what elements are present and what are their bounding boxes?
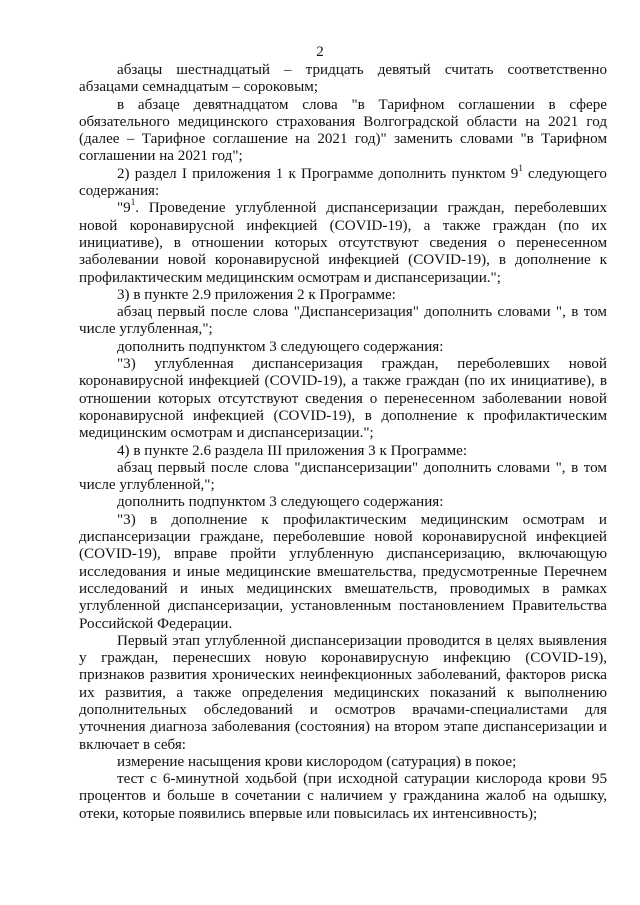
page-number: 2 bbox=[316, 44, 324, 60]
paragraph-1: абзацы шестнадцатый – тридцать девятый считать соответственно абзацами семнадцатым – сороковым; bbox=[79, 62, 607, 96]
paragraph-7: дополнить подпунктом 3 следующего содержания: bbox=[117, 338, 444, 355]
paragraph-3 bbox=[79, 162, 607, 201]
paragraph-10: абзац первый после слова "диспансеризации" дополнить словами ", в том числе углубленной,"; bbox=[79, 459, 607, 494]
paragraph-11: дополнить подпунктом 3 следующего содержания: bbox=[117, 494, 444, 511]
superscript: 1 bbox=[518, 162, 523, 173]
paragraph-8: "3) углубленная диспансеризация граждан, переболевших новой коронавирусной инфекцией (COVID-19), а также граждан (по их инициативе), в отношении которых отсутствуют сведения о перенесенном заболевании новой коронавирусной инфекцией (COVID-19), в дополнение к профилактическим медицинским осмотрам и диспансеризации."; bbox=[79, 356, 607, 442]
paragraph-4 bbox=[79, 197, 607, 286]
paragraph-3-text: 2) раздел I приложения 1 к Программе дополнить пунктом 9 bbox=[117, 165, 519, 182]
paragraph-3-text-end: следующего содержания: bbox=[79, 165, 607, 200]
superscript: 1 bbox=[130, 197, 136, 208]
paragraph-9: 4) в пункте 2.6 раздела III приложения 3 к Программе: bbox=[117, 442, 468, 459]
paragraph-4-text: "9 bbox=[117, 200, 131, 217]
paragraph-5: 3) в пункте 2.9 приложения 2 к Программе: bbox=[117, 286, 396, 303]
document-body bbox=[79, 62, 607, 823]
paragraph-12: "3) в дополнение к профилактическим медицинским осмотрам и диспансеризации граждане, переболевшие новой коронавирусной инфекцией (COVID-19), вправе пройти углубленную диспансеризацию, включающую исследования и иные медицинские вмешательства, предусмотренные Перечнем исследований и иных медицинских вмешательств, проводимых в рамках углубленной диспансеризации, установленным постановлением Правительства Российской Федерации. bbox=[79, 511, 607, 632]
paragraph-13: Первый этап углубленной диспансеризации проводится в целях выявления у граждан, перенесших новую коронавирусную инфекцию (COVID-19), признаков развития хронических неинфекционных заболеваний, факторов риска их развития, а также определения медицинских показаний к выполнению дополнительных обследований и осмотров врачами-специалистами для уточнения диагноза заболевания (состояния) на втором этапе диспансеризации и включает в себя: bbox=[79, 632, 607, 753]
paragraph-2: в абзаце девятнадцатом слова "в Тарифном соглашении в сфере обязательного медицинского страхования Волгоградской области на 2021 год (далее – Тарифное соглашение на 2021 год)" заменить словами "в Тарифном соглашении на 2021 год"; bbox=[79, 96, 607, 165]
paragraph-6: абзац первый после слова "Диспансеризация" дополнить словами ", в том числе углубленная,"; bbox=[79, 304, 607, 338]
paragraph-15: тест с 6-минутной ходьбой (при исходной сатурации кислорода крови 95 процентов и больше в сочетании с наличием у гражданина жалоб на одышку, отеки, которые появились впервые или повысилась их интенсивность); bbox=[79, 771, 607, 822]
paragraph-14: измерение насыщения крови кислородом (сатурация) в покое; bbox=[117, 753, 517, 770]
paragraph-4-text-end: . Проведение углубленной диспансеризации граждан, переболевших новой коронавирусной инфекцией (COVID-19), а также граждан (по их инициативе), в отношении которых отсутствуют сведения о перенесенном заболевании новой коронавирусной инфекцией (COVID-19), в дополнение к профилактическим медицинским осмотрам и диспансеризации."; bbox=[79, 200, 607, 286]
